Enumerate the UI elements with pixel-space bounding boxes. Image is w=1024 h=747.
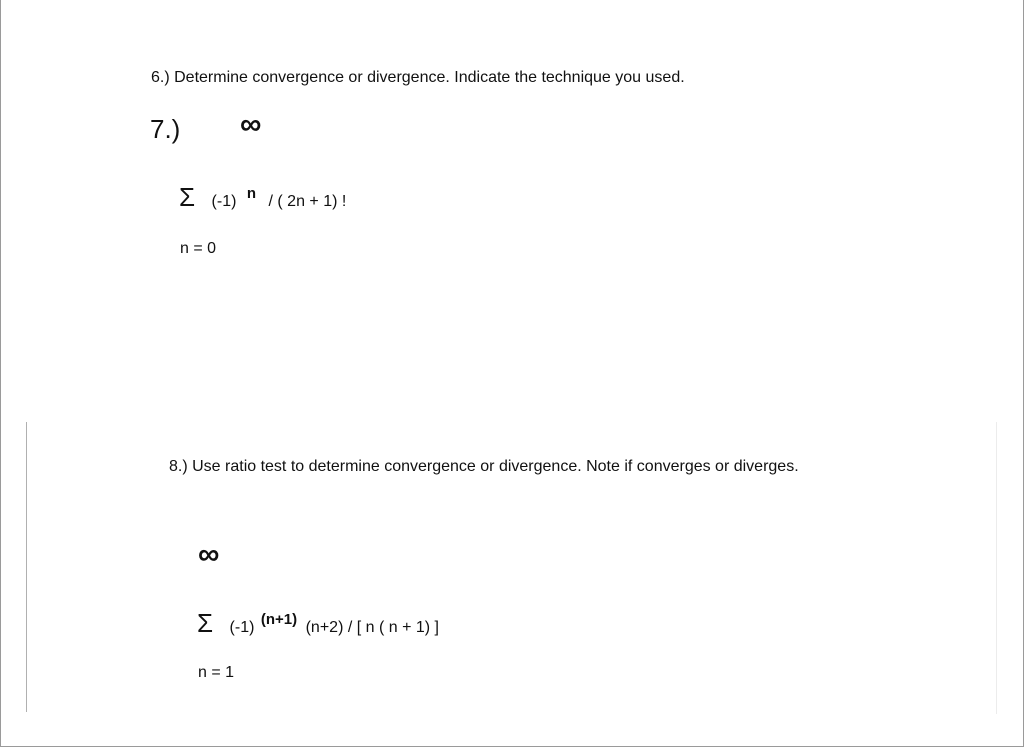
question-8-lower-limit: n = 1 [198, 664, 235, 681]
question-8-text: 8.) Use ratio test to determine convergence or divergence. Note if converges or diverges. [169, 458, 799, 475]
series-base: (-1) [211, 193, 237, 210]
sigma-symbol: Σ [197, 608, 214, 638]
question-6-text: 6.) Determine convergence or divergence. Indicate the technique you used. [151, 69, 685, 86]
page-border-left [0, 0, 1, 747]
question-7-series [179, 182, 346, 213]
series-exponent: n [246, 185, 257, 202]
sigma-symbol: Σ [179, 182, 196, 212]
question-8-upper-limit: ∞ [198, 538, 220, 571]
section-divider-left [26, 422, 27, 712]
question-7-lower-limit: n = 0 [180, 240, 217, 257]
section-divider-right [996, 422, 997, 714]
series-term: (n+2) / [ n ( n + 1) ] [305, 619, 439, 636]
question-8-series [197, 608, 439, 639]
series-exponent: (n+1) [260, 611, 298, 628]
question-7-number: 7.) [150, 114, 181, 144]
series-base: (-1) [229, 619, 255, 636]
series-term: / ( 2n + 1) ! [268, 193, 347, 210]
question-7-upper-limit: ∞ [240, 108, 262, 141]
